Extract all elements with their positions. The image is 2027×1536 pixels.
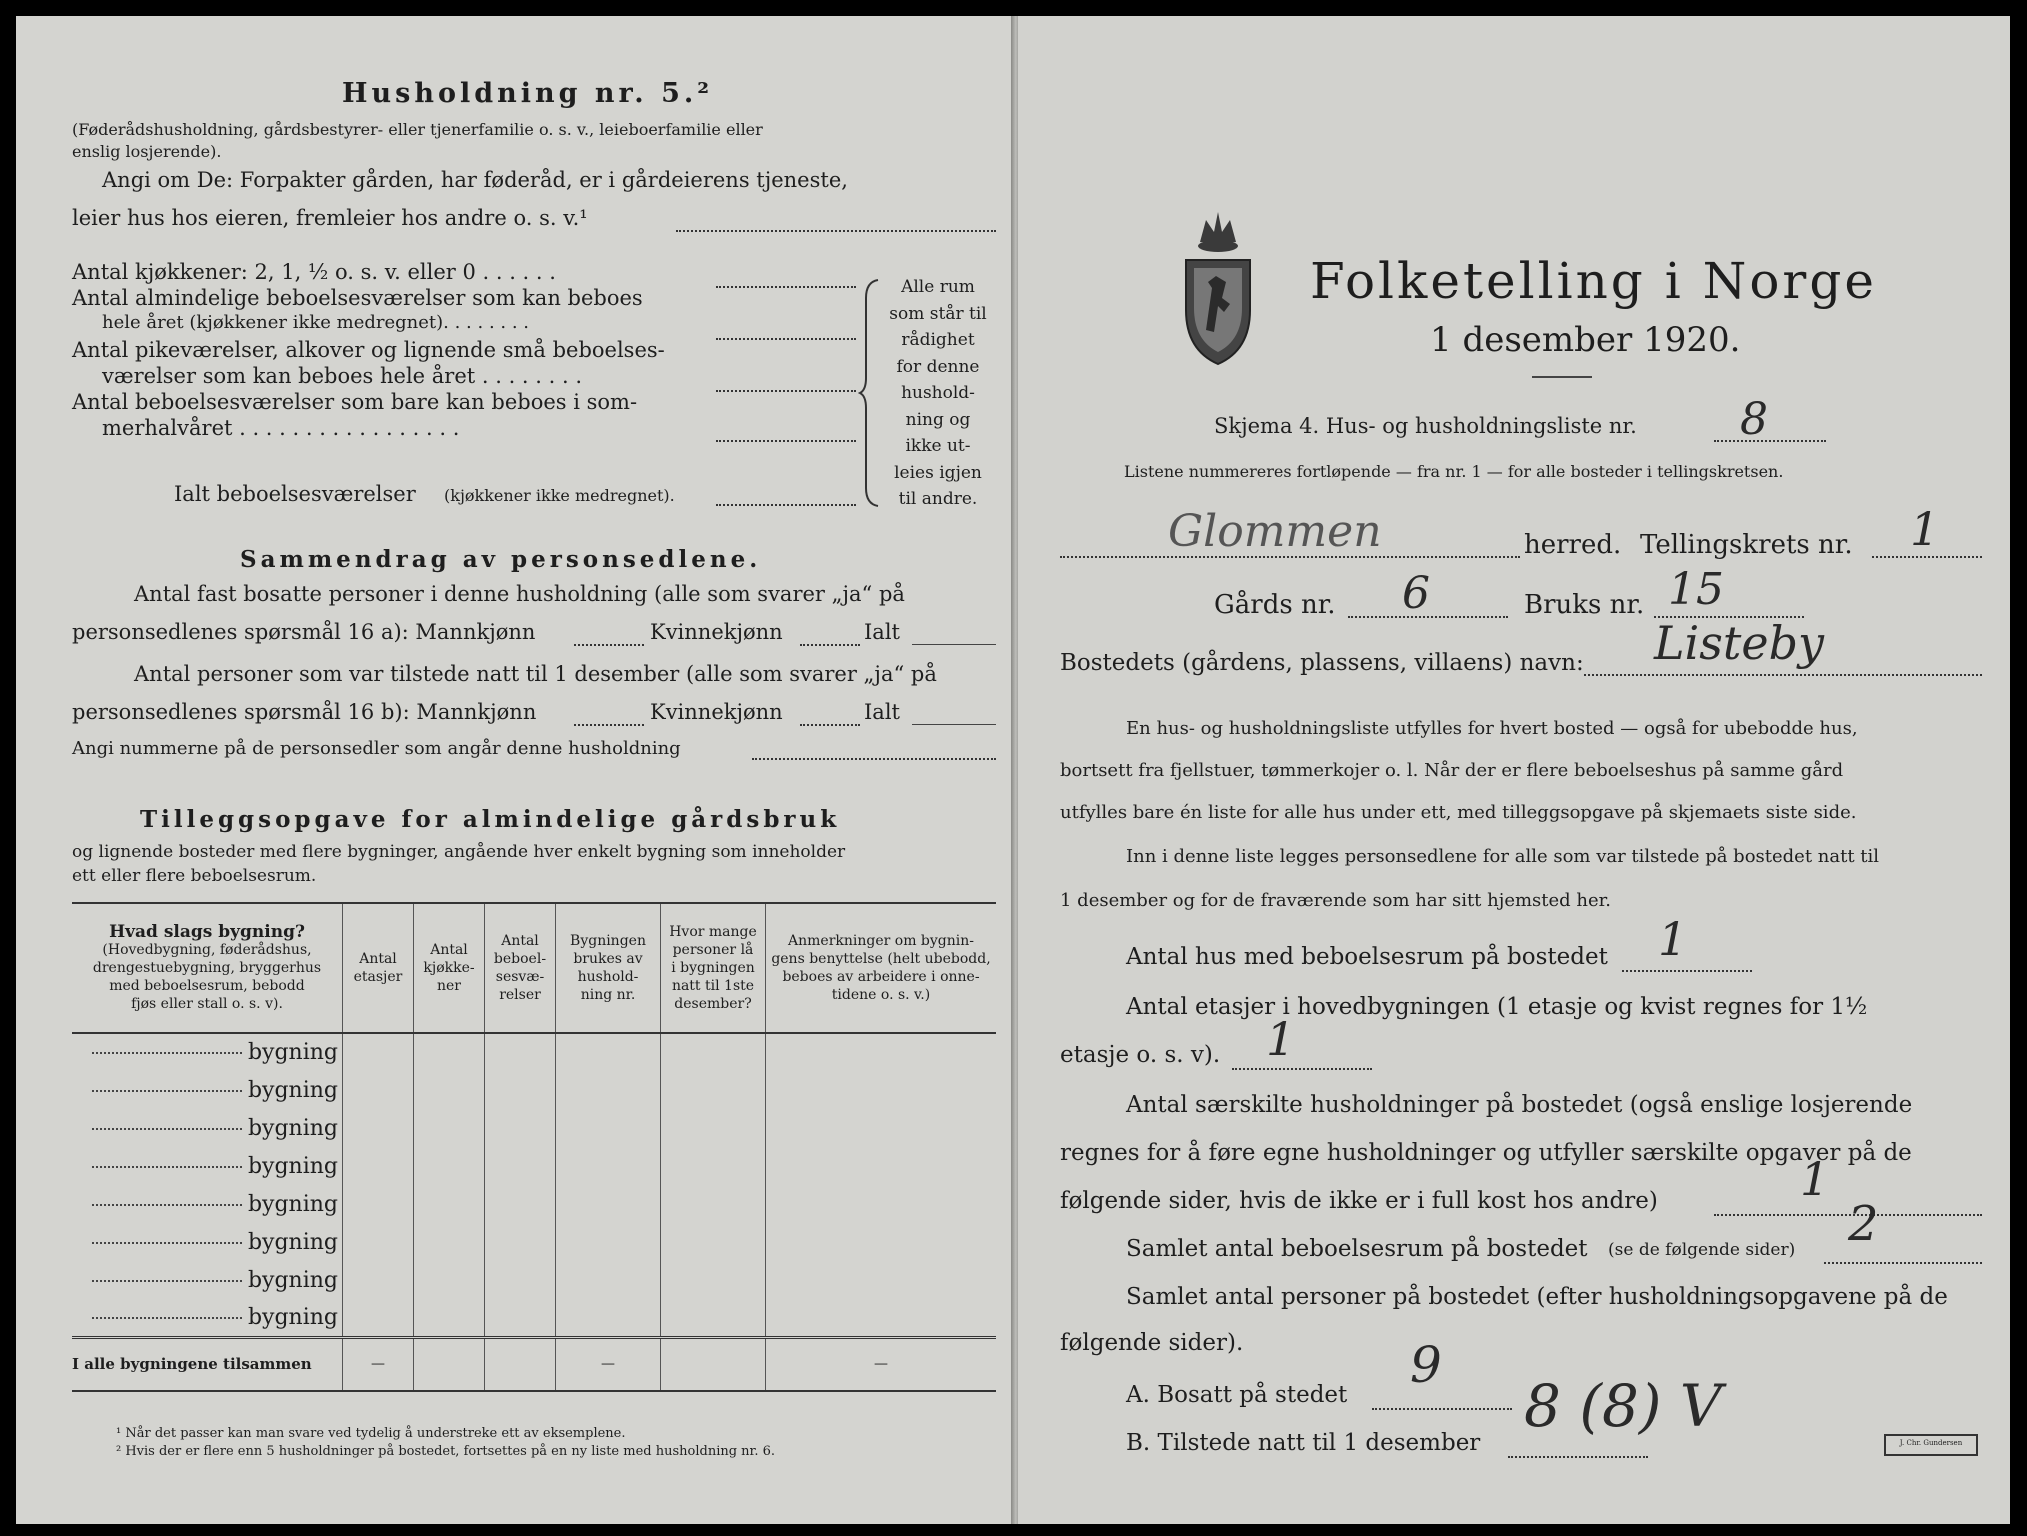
table-row: [72, 1299, 996, 1337]
rooms-summer-2: merhalvåret . . . . . . . . . . . . . . . . .: [102, 416, 460, 440]
building-type-cell[interactable]: bygning: [72, 1261, 343, 1299]
present-total-answer[interactable]: [912, 724, 996, 725]
q-etasjer-line[interactable]: [1232, 1068, 1372, 1070]
table-cell[interactable]: [766, 1071, 997, 1109]
table-cell[interactable]: [766, 1185, 997, 1223]
question-status-1: Angi om De: Forpakter gården, har føderåd, er i gårdeierens tjeneste,: [102, 168, 848, 192]
schema-label: Skjema 4. Hus- og husholdningsliste nr.: [1214, 414, 1637, 438]
table-cell[interactable]: [414, 1261, 485, 1299]
bruks-value[interactable]: 15: [1668, 564, 1724, 615]
table-cell[interactable]: [414, 1223, 485, 1261]
table-cell[interactable]: [414, 1109, 485, 1147]
total-label: I alle bygningene tilsammen: [72, 1337, 343, 1391]
q-etasjer-2: etasje o. s. v).: [1060, 1042, 1221, 1068]
q-hush-2: regnes for å føre egne husholdninger og utfyller særskilte opgaver på de: [1060, 1140, 1912, 1166]
q-etasjer-value[interactable]: 1: [1266, 1012, 1296, 1066]
table-cell[interactable]: [661, 1223, 766, 1261]
present-female-label: Kvinnekjønn: [650, 700, 783, 724]
bosatt-line[interactable]: [1372, 1408, 1512, 1410]
household-intro-2: enslig losjerende).: [72, 142, 222, 161]
info-line-4: Inn i denne liste legges personsedlene for alle som var tilstede på bostedet natt til: [1126, 846, 1880, 867]
total-cell[interactable]: [661, 1337, 766, 1391]
q-pers-2: følgende sider).: [1060, 1330, 1244, 1356]
supplement-sub-1: og lignende bosteder med flere bygninger, angående hver enkelt bygning som inneholder: [72, 842, 846, 862]
rooms-kitchens: Antal kjøkkener: 2, 1, ½ o. s. v. eller 0 . . . . . .: [72, 260, 556, 284]
building-type-cell[interactable]: bygning: [72, 1071, 343, 1109]
table-cell[interactable]: [556, 1185, 661, 1223]
table-cell[interactable]: [485, 1071, 556, 1109]
table-cell[interactable]: [343, 1033, 414, 1071]
present-male-answer[interactable]: [574, 724, 644, 726]
info-line-3: utfylles bare én liste for alle hus under ett, med tilleggsopgave på skjemaets siste side.: [1060, 802, 1857, 823]
status-answer-line[interactable]: [676, 230, 996, 232]
resident-male-answer[interactable]: [574, 644, 644, 646]
building-type-cell[interactable]: bygning: [72, 1033, 343, 1071]
total-cell[interactable]: —: [766, 1337, 997, 1391]
table-cell[interactable]: [485, 1299, 556, 1337]
q-etasjer-1: Antal etasjer i hovedbygningen (1 etasje og kvist regnes for 1½: [1126, 994, 1868, 1020]
table-row: [72, 1109, 996, 1147]
table-cell[interactable]: [661, 1033, 766, 1071]
present-female-answer[interactable]: [800, 724, 860, 726]
right-page: [1018, 16, 2010, 1524]
rooms-maid-2: værelser som kan beboes hele året . . . . . . . .: [102, 364, 582, 388]
table-cell[interactable]: [661, 1109, 766, 1147]
table-row: [72, 1147, 996, 1185]
kitchens-answer[interactable]: [716, 286, 856, 288]
table-cell[interactable]: [485, 1223, 556, 1261]
herred-value[interactable]: Glommen: [1168, 506, 1382, 557]
household-intro-1: (Føderådshusholdning, gårdsbestyrer- eller tjenerfamilie o. s. v., leieboerfamilie eller: [72, 120, 763, 139]
q-hush-value[interactable]: 1: [1800, 1152, 1830, 1206]
rooms-maid-1: Antal pikeværelser, alkover og lignende små beboelses-: [72, 338, 665, 362]
resident-total-answer[interactable]: [912, 644, 996, 645]
table-cell[interactable]: [556, 1071, 661, 1109]
summary-present-1: Antal personer som var tilstede natt til 1 desember (alle som svarer „ja“ på: [134, 662, 937, 686]
resident-female-label: Kvinnekjønn: [650, 620, 783, 644]
table-cell[interactable]: [485, 1033, 556, 1071]
table-cell[interactable]: [343, 1071, 414, 1109]
supplement-sub-2: ett eller flere beboelsesrum.: [72, 866, 317, 886]
col-household-nr: Bygningen brukes av hushold- ning nr.: [556, 903, 661, 1033]
krets-value[interactable]: 1: [1910, 502, 1940, 556]
table-row: [72, 1223, 996, 1261]
krets-label: Tellingskrets nr.: [1640, 530, 1853, 560]
building-type-cell[interactable]: bygning: [72, 1185, 343, 1223]
table-cell[interactable]: [343, 1147, 414, 1185]
q-hus: Antal hus med beboelsesrum på bostedet: [1126, 944, 1608, 970]
building-type-cell[interactable]: bygning: [72, 1299, 343, 1337]
table-cell[interactable]: [556, 1223, 661, 1261]
total-cell[interactable]: [485, 1337, 556, 1391]
krets-line[interactable]: [1872, 556, 1982, 558]
table-cell[interactable]: [556, 1261, 661, 1299]
title-rule: [1532, 376, 1592, 378]
building-type-cell[interactable]: bygning: [72, 1109, 343, 1147]
rooms-ordinary-1: Antal almindelige beboelsesværelser som kan beboes: [72, 286, 643, 310]
table-cell[interactable]: [343, 1223, 414, 1261]
herred-label: herred.: [1524, 530, 1622, 560]
present-total-label: Ialt: [864, 700, 900, 724]
bosted-value[interactable]: Listeby: [1654, 616, 1825, 670]
table-cell[interactable]: [343, 1185, 414, 1223]
coat-of-arms-icon: [1178, 202, 1258, 372]
census-title: Folketelling i Norge: [1310, 252, 1877, 310]
total-cell[interactable]: [414, 1337, 485, 1391]
table-cell[interactable]: [556, 1147, 661, 1185]
total-rooms-answer[interactable]: [716, 504, 856, 506]
col-remarks: Anmerkninger om bygnin- gens benyttelse (helt ubebodd, beboes av arbeidere i onne- tidene o. s. v.): [766, 903, 997, 1033]
q-rum-line[interactable]: [1824, 1262, 1982, 1264]
table-cell[interactable]: [414, 1033, 485, 1071]
gards-value[interactable]: 6: [1402, 568, 1430, 619]
col-rooms: Antal beboel- sesvæ- relser: [485, 903, 556, 1033]
col-building-type: Hvad slags bygning? (Hovedbygning, føderådshus, drengestuebygning, bryggerhus med beboelsesrum, bebodd fjøs eller stall o. s. v).: [72, 903, 343, 1033]
table-cell[interactable]: [661, 1185, 766, 1223]
total-cell[interactable]: —: [343, 1337, 414, 1391]
brace-note: Alle rum som står til rådighet for denne hushold- ning og ikke ut- leies igjen til andre.: [889, 277, 987, 509]
footnote-1: ¹ Når det passer kan man svare ved tydelig å understreke ett av eksemplene.: [116, 1426, 626, 1441]
tilstede-line[interactable]: [1508, 1456, 1648, 1458]
table-cell[interactable]: [661, 1071, 766, 1109]
building-type-cell[interactable]: bygning: [72, 1147, 343, 1185]
table-cell[interactable]: [766, 1261, 997, 1299]
q-hus-line[interactable]: [1622, 970, 1752, 972]
bruks-label: Bruks nr.: [1524, 590, 1645, 620]
total-rooms-note: (kjøkkener ikke medregnet).: [444, 486, 675, 505]
total-cell[interactable]: —: [556, 1337, 661, 1391]
table-cell[interactable]: [414, 1147, 485, 1185]
table-cell[interactable]: [343, 1109, 414, 1147]
schema-line[interactable]: [1714, 440, 1826, 442]
table-cell[interactable]: [661, 1299, 766, 1337]
table-cell[interactable]: [766, 1223, 997, 1261]
summary-resident-2: personsedlenes spørsmål 16 a): Mannkjønn: [72, 620, 536, 644]
rooms-brace: [858, 278, 884, 508]
table-cell[interactable]: [414, 1185, 485, 1223]
resident-total-label: Ialt: [864, 620, 900, 644]
gards-label: Gårds nr.: [1214, 590, 1336, 620]
info-line-5: 1 desember og for de fraværende som har sitt hjemsted her.: [1060, 890, 1611, 911]
table-cell[interactable]: [414, 1071, 485, 1109]
info-line-1: En hus- og husholdningsliste utfylles for hvert bosted — også for ubebodde hus,: [1126, 718, 1858, 739]
table-row: [72, 1071, 996, 1109]
table-cell[interactable]: [766, 1033, 997, 1071]
household-title: Husholdning nr. 5.²: [342, 78, 714, 109]
table-row: [72, 1033, 996, 1071]
footnote-2: ² Hvis der er flere enn 5 husholdninger på bostedet, fortsettes på en ny liste med husholdning nr. 6.: [116, 1444, 776, 1459]
q-hus-value[interactable]: 1: [1658, 912, 1688, 966]
table-cell[interactable]: [343, 1299, 414, 1337]
table-cell[interactable]: [556, 1299, 661, 1337]
info-line-2: bortsett fra fjellstuer, tømmerkojer o. l. Når der er flere beboelseshus på samme gård: [1060, 760, 1844, 781]
q-rum-value[interactable]: 2: [1848, 1196, 1879, 1252]
table-cell[interactable]: [661, 1261, 766, 1299]
table-cell[interactable]: [556, 1109, 661, 1147]
table-cell[interactable]: [343, 1261, 414, 1299]
question-status-2: leier hus hos eieren, fremleier hos andre o. s. v.¹: [72, 206, 588, 230]
q-pers-1: Samlet antal personer på bostedet (efter husholdningsopgavene på de: [1126, 1284, 1948, 1310]
bosatt-label: A. Bosatt på stedet: [1126, 1382, 1348, 1408]
building-rows: [72, 1033, 996, 1391]
summary-resident-1: Antal fast bosatte personer i denne husholdning (alle som svarer „ja“ på: [134, 582, 905, 606]
col-persons: Hvor mange personer lå i bygningen natt til 1ste desember?: [661, 903, 766, 1033]
q-rum: Samlet antal beboelsesrum på bostedet: [1126, 1236, 1588, 1262]
total-rooms-label: Ialt beboelsesværelser: [174, 482, 416, 506]
summary-title: Sammendrag av personsedlene.: [240, 546, 762, 573]
census-date: 1 desember 1920.: [1430, 320, 1741, 360]
table-cell[interactable]: [485, 1261, 556, 1299]
table-row: [72, 1185, 996, 1223]
table-total-row: [72, 1337, 996, 1391]
table-cell[interactable]: [414, 1299, 485, 1337]
table-cell[interactable]: [661, 1147, 766, 1185]
building-type-cell[interactable]: bygning: [72, 1223, 343, 1261]
maid-answer[interactable]: [716, 390, 856, 392]
table-cell[interactable]: [766, 1109, 997, 1147]
bosatt-value[interactable]: 9: [1410, 1336, 1442, 1394]
table-cell[interactable]: [485, 1147, 556, 1185]
bosted-line[interactable]: [1584, 674, 1982, 676]
ordinary-answer[interactable]: [716, 338, 856, 340]
table-row: [72, 1261, 996, 1299]
q-rum-note: (se de følgende sider): [1608, 1240, 1796, 1260]
supplement-title: Tilleggsopgave for almindelige gårdsbruk: [140, 806, 841, 833]
numbering-note: Listene nummereres fortløpende — fra nr. 1 — for alle bosteder i tellingskretsen.: [1124, 462, 1784, 481]
q-hush-3: følgende sider, hvis de ikke er i full kost hos andre): [1060, 1188, 1658, 1214]
col-kitchens: Antal kjøkke- ner: [414, 903, 485, 1033]
printer-stamp: J. Chr. Gundersen: [1884, 1434, 1978, 1456]
building-table: [72, 902, 996, 1392]
numbers-answer[interactable]: [752, 758, 996, 760]
table-cell[interactable]: [556, 1033, 661, 1071]
table-cell[interactable]: [766, 1299, 997, 1337]
bosted-label: Bostedets (gårdens, plassens, villaens) navn:: [1060, 650, 1584, 676]
numbers-question: Angi nummerne på de personsedler som angår denne husholdning: [72, 738, 681, 759]
tilstede-value[interactable]: 8 (8) V: [1524, 1372, 1722, 1440]
summer-answer[interactable]: [716, 440, 856, 442]
left-page: [16, 16, 1012, 1524]
tilstede-label: B. Tilstede natt til 1 desember: [1126, 1430, 1481, 1456]
q-hush-1: Antal særskilte husholdninger på bostedet (også enslige losjerende: [1126, 1092, 1913, 1118]
col-floors: Antal etasjer: [343, 903, 414, 1033]
rooms-ordinary-2: hele året (kjøkkener ikke medregnet). . . . . . . .: [102, 312, 529, 333]
table-cell[interactable]: [766, 1147, 997, 1185]
summary-present-2: personsedlenes spørsmål 16 b): Mannkjønn: [72, 700, 537, 724]
schema-number[interactable]: 8: [1740, 394, 1768, 445]
rooms-summer-1: Antal beboelsesværelser som bare kan beboes i som-: [72, 390, 638, 414]
table-cell[interactable]: [485, 1185, 556, 1223]
resident-female-answer[interactable]: [800, 644, 860, 646]
table-cell[interactable]: [485, 1109, 556, 1147]
